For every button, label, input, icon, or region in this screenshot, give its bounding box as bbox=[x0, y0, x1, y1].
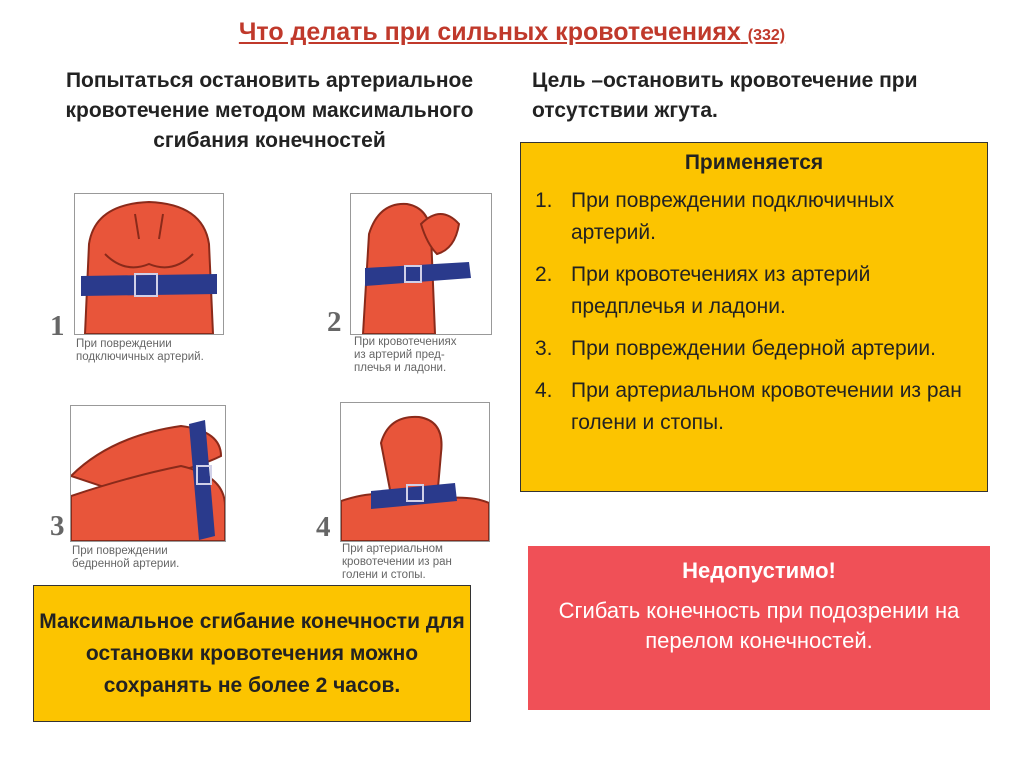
figure-4-image bbox=[340, 402, 490, 542]
list-item-text: При артериальном кровотечении из ран голени и стопы. bbox=[571, 379, 962, 434]
warning-text: Сгибать конечность при подозрении на перелом конечностей. bbox=[558, 598, 960, 653]
list-item-number: 1. bbox=[535, 189, 553, 212]
warning-box bbox=[528, 546, 990, 710]
list-item bbox=[521, 185, 987, 249]
slide-title-text: Что делать при сильных кровотечениях bbox=[238, 18, 741, 46]
figure-1-caption: При повреждении подключичных артерий. bbox=[76, 338, 204, 363]
figure-2-caption: При кровотечениях из артерий пред- плечья и ладони. bbox=[354, 336, 457, 374]
figure-2-label: 2 bbox=[327, 306, 342, 338]
list-item bbox=[521, 259, 987, 323]
warning-title: Недопустимо! bbox=[682, 558, 836, 583]
list-item-number: 4. bbox=[535, 379, 553, 402]
list-item-number: 3. bbox=[535, 337, 553, 360]
list-item bbox=[521, 375, 987, 439]
figure-3-image bbox=[70, 405, 226, 542]
note-text: Максимальное сгибание конечности для остановки кровотечения можно сохранять не более 2 часов. bbox=[39, 609, 465, 697]
list-item-text: При кровотечениях из артерий предплечья и ладони. bbox=[571, 263, 871, 318]
list-item-text: При повреждении подключичных артерий. bbox=[571, 189, 895, 244]
list-item-text: При повреждении бедерной артерии. bbox=[571, 337, 936, 360]
figure-4-label: 4 bbox=[316, 511, 331, 543]
applies-list bbox=[521, 185, 987, 439]
applies-title: Применяется bbox=[684, 151, 824, 174]
figure-2-image bbox=[350, 193, 492, 335]
figure-1-image bbox=[74, 193, 224, 335]
note-box bbox=[33, 585, 471, 722]
slide-number: (332) bbox=[747, 27, 786, 44]
left-heading: Попытаться остановить артериальное кровотечение методом максимального сгибания конечностей bbox=[65, 69, 474, 152]
figure-3-label: 3 bbox=[50, 510, 65, 542]
right-heading: Цель –остановить кровотечение при отсутствии жгута. bbox=[532, 69, 918, 122]
figure-3-caption: При повреждении бедренной артерии. bbox=[72, 545, 180, 570]
applies-box bbox=[520, 142, 988, 492]
list-item-number: 2. bbox=[535, 263, 553, 286]
figure-1-label: 1 bbox=[50, 310, 65, 342]
slide-title bbox=[0, 18, 1024, 47]
list-item bbox=[521, 333, 987, 365]
figure-4-caption: При артериальном кровотечении из ран голени и стопы. bbox=[342, 543, 452, 581]
